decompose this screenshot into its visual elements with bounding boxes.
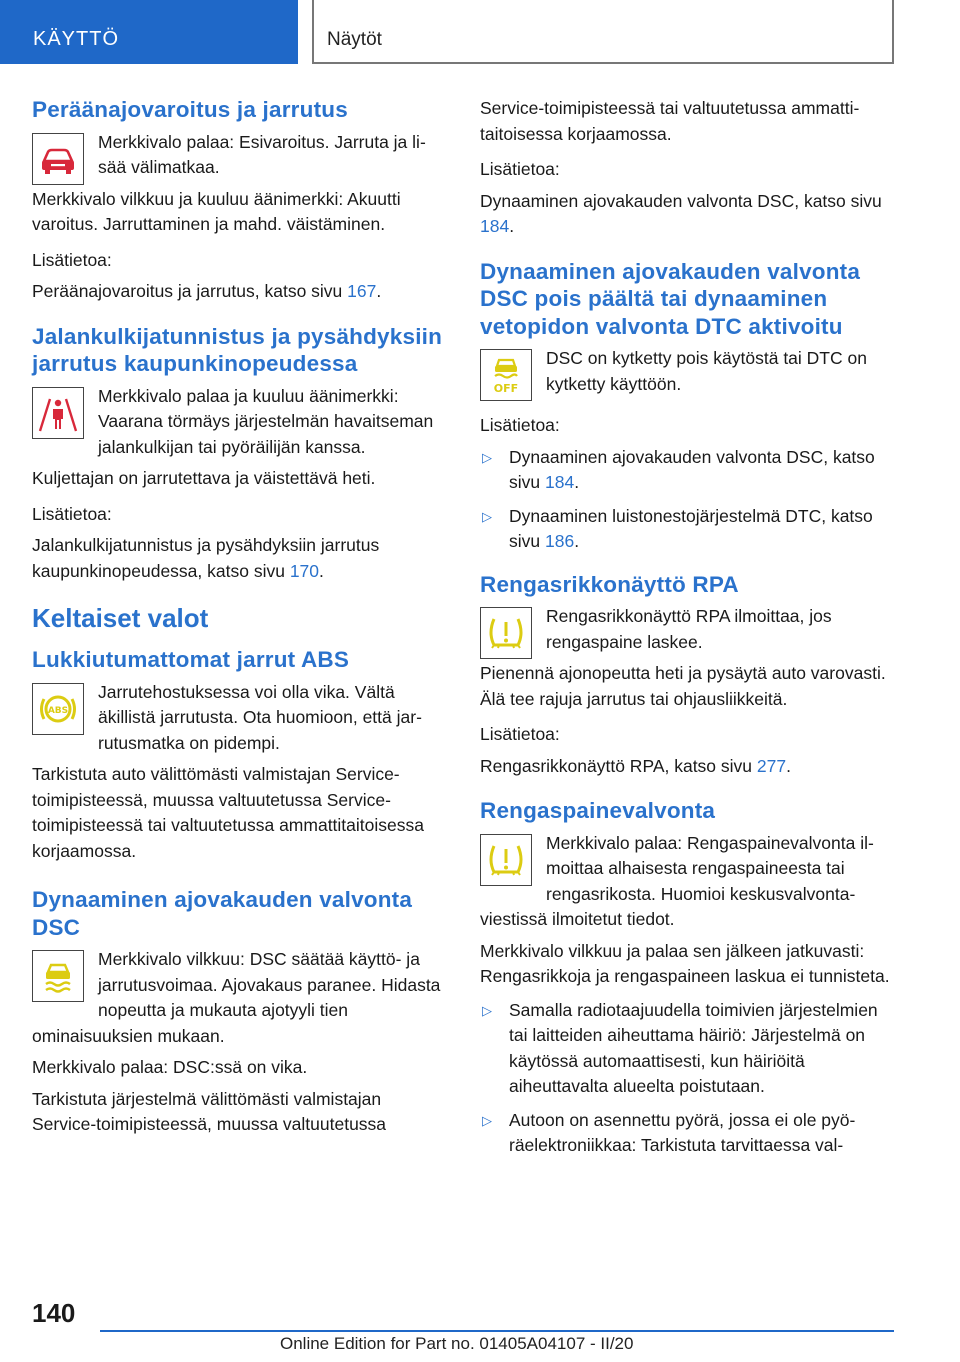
warning-block-tpms (480, 831, 896, 933)
dsc-off-icon (480, 349, 532, 401)
paragraph: Tarkistuta järjestelmä välittömästi valmistajan Service-toimipisteessä, muussa valtuutetussa (32, 1088, 387, 1134)
section-title-pedestrian: Jalankulkijatunnistus ja pysähdyksiin jarrutus kaupunkinopeudessa (32, 323, 443, 376)
info-label: Lisätietoa: (480, 724, 560, 744)
paragraph: Merkkivalo palaa: Rengaspainevalvonta ilmoittaa alhaisesta rengaspaineesta tai rengasrikosta. Huomioi keskusvalvonta-viestissä ilmoitetut tiedot. (480, 832, 874, 929)
reference-list-dsc (480, 445, 896, 555)
header-section-label: KÄYTTÖ (33, 28, 120, 50)
warning-block-forward-collision (32, 130, 448, 238)
section-title-tpms: Rengaspainevalvonta (480, 798, 716, 823)
info-label: Lisätietoa: (32, 249, 112, 270)
header-section-tab (0, 0, 298, 64)
paragraph: Merkkivalo palaa: Esivaroitus. Jarruta ja lisää välimatkaa. (98, 131, 426, 177)
left-column (32, 96, 448, 1138)
page-link[interactable]: 184 (545, 472, 575, 492)
section-title-dsc-off: Dynaaminen ajovakauden valvonta DSC pois päältä tai dynaaminen vetopidon valvonta DTC aktivoitu (480, 258, 861, 339)
paragraph: Merkkivalo vilkkuu ja palaa sen jälkeen jatkuvasti: Rengasrikkoja ja rengaspaineen laskua ei tunnisteta. (480, 940, 890, 986)
paragraph: Merkkivalo palaa ja kuuluu äänimerkki: Vaarana törmäys järjestelmän havaitseman jalankulkijan tai pyöräilijän kanssa. (98, 385, 434, 457)
section-title-rpa: Rengasrikkonäyttö RPA (480, 571, 739, 597)
paragraph: Merkkivalo vilkkuu: DSC säätää käyttö- ja jarrutusvoimaa. Ajovakaus paranee. Hidasta nopeutta ja mukauta ajotyyli tien ominaisuuksien mukaan. (32, 949, 441, 1046)
list-item: ▷ Autoon on asennettu pyörä, jossa ei ole pyöräelektroniikkaa: Tarkistuta tarvittaessa val- (482, 1109, 856, 1155)
svg-text:OFF: OFF (493, 382, 519, 395)
info-label: Lisätietoa: (480, 415, 560, 435)
page-link[interactable]: 184 (480, 216, 510, 236)
list-item: ▷ Samalla radiotaajuudella toimivien järjestelmien tai laitteiden aiheuttama häiriö: Järjestelmä on käytössä automaattisesti, kun häiriöitä aiheuttavalta alueelta poistutaan. (482, 999, 878, 1096)
info-label: Lisätietoa: (32, 503, 112, 524)
page-link[interactable]: 277 (756, 755, 787, 776)
chapter-title-yellow-lights: Keltaiset valot (32, 603, 209, 633)
page-link[interactable]: 170 (289, 560, 320, 581)
paragraph: Merkkivalo palaa: DSC:ssä on vika. (32, 1057, 308, 1077)
warning-block-dsc-off (480, 346, 896, 403)
paragraph: Rengasrikkonäyttö RPA ilmoittaa, jos rengaspaine laskee. (546, 606, 832, 652)
right-column (480, 96, 896, 1167)
warning-block-pedestrian (32, 384, 448, 461)
car-warning-icon (32, 133, 84, 185)
warning-block-rpa (480, 604, 896, 712)
svg-text:ABS: ABS (47, 705, 69, 716)
footer-divider (100, 1330, 894, 1332)
warning-block-abs (32, 680, 448, 757)
reference-line: Peräänajovaroitus ja jarrutus, katso sivu 167. (32, 281, 382, 301)
header-title: Näytöt (327, 29, 382, 50)
paragraph: DSC on kytketty pois käytöstä tai DTC on kytketty käyttöön. (546, 348, 867, 394)
reference-line: Rengasrikkonäyttö RPA, katso sivu 277. (480, 755, 791, 776)
section-title-abs: Lukkiutumattomat jarrut ABS (32, 647, 350, 672)
reference-line: Dynaaminen ajovakauden valvonta DSC, katso sivu 184. (480, 190, 882, 236)
list-item: ▷ Dynaaminen ajovakauden valvonta DSC, katso sivu 184. (482, 446, 875, 492)
paragraph: Merkkivalo vilkkuu ja kuuluu äänimerkki: Akuutti varoitus. Jarruttaminen ja mahd. väistäminen. (32, 188, 401, 234)
pedestrian-warning-icon (32, 387, 84, 439)
section-title-dsc: Dynaaminen ajovakauden valvonta DSC (32, 887, 413, 940)
page-link[interactable]: 167 (347, 281, 377, 301)
section-title-forward-collision: Peräänajovaroitus ja jarrutus (32, 97, 348, 122)
list-item: ▷ Dynaaminen luistonestojärjestelmä DTC, katso sivu 186. (482, 505, 873, 551)
paragraph: Service-toimipisteessä tai valtuutetussa ammattitaitoisessa korjaamossa. (480, 98, 860, 144)
warning-block-dsc (32, 947, 448, 1049)
dsc-icon (32, 950, 84, 1002)
reference-line: Jalankulkijatunnistus ja pysähdyksiin jarrutus kaupunkinopeudessa, katso sivu 170. (32, 535, 380, 581)
paragraph: Pienennä ajonopeutta heti ja pysäytä auto varovasti. Älä tee rajuja jarrutus tai ohjausliikkeitä. (480, 663, 886, 709)
page-link[interactable]: 186 (545, 531, 575, 551)
info-label: Lisätietoa: (480, 159, 560, 179)
bullet-list-tpms (480, 998, 896, 1159)
abs-icon (32, 683, 84, 735)
paragraph: Tarkistuta auto välittömästi valmistajan Service-toimipisteessä, muussa valtuutetussa Service-toimipisteessä tai valtuutetussa ammattitaitoisessa korjaamossa. (32, 764, 424, 861)
paragraph: Jarrutehostuksessa voi olla vika. Vältä äkillistä jarrutusta. Ota huomioon, että jarrutusmatka on pidempi. (98, 681, 422, 753)
paragraph: Kuljettajan on jarrutettava ja väistettävä heti. (32, 468, 376, 488)
page-number: 140 (32, 1298, 76, 1328)
header-title-box (312, 0, 894, 64)
rpa-icon (480, 607, 532, 659)
footer-edition: Online Edition for Part no. 01405A04107 - II/20 (280, 1334, 634, 1353)
tpms-icon (480, 834, 532, 886)
